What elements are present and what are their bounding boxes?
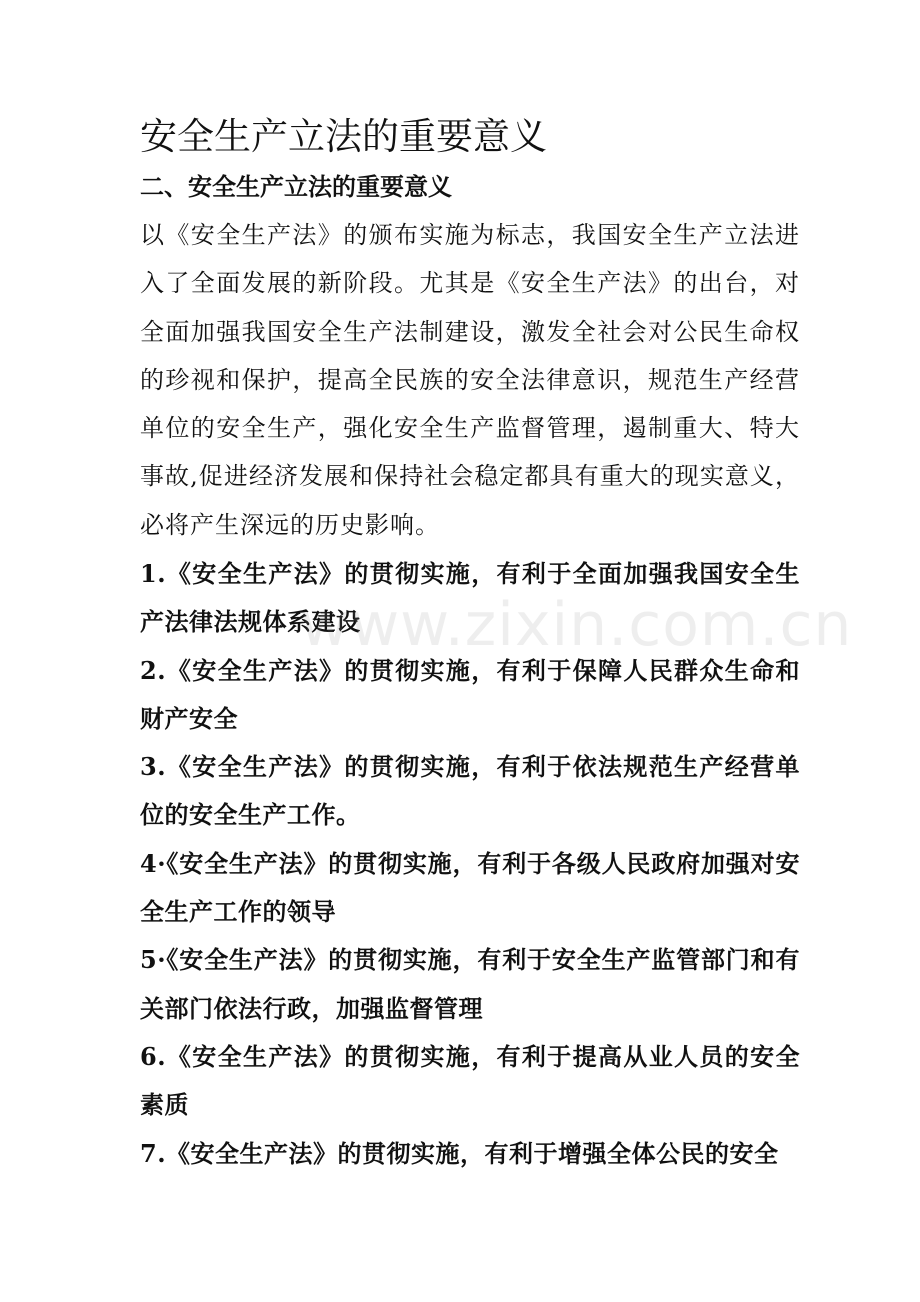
point-item: 3.《安全生产法》的贯彻实施，有利于依法规范生产经营单位的安全生产工作。 [140, 752, 800, 830]
point-item: 6.《安全生产法》的贯彻实施，有利于提高从业人员的安全素质 [140, 1041, 800, 1120]
points-list [140, 550, 800, 1178]
point-item: 4·《安全生产法》的贯彻实施，有利于各级人民政府加强对安全生产工作的领导 [140, 848, 800, 927]
point-item: 7.《安全生产法》的贯彻实施，有利于增强全体公民的安全 [140, 1138, 779, 1168]
intro-paragraph: 以《安全生产法》的颁布实施为标志，我国安全生产立法进入了全面发展的新阶段。尤其是《安全生产法》的出台，对全面加强我国安全生产法制建设，激发全社会对公民生命权的珍视和保护，提高全民族的安全法律意识，规范生产经营单位的安全生产，强化安全生产监督管理，遏制重大、特大事故,促进经济发展和保持社会稳定都具有重大的现实意义，必将产生深远的历史影响。 [140, 221, 800, 539]
point-item: 5·《安全生产法》的贯彻实施，有利于安全生产监管部门和有关部门依法行政，加强监督管理 [140, 945, 800, 1023]
document-title: 安全生产立法的重要意义 [140, 115, 547, 158]
watermark: www.zixin.com.cn [300, 590, 853, 660]
section-heading: 二、安全生产立法的重要意义 [140, 172, 452, 201]
point-item: 2.《安全生产法》的贯彻实施，有利于保障人民群众生命和财产安全 [140, 655, 800, 733]
point-item: 1.《安全生产法》的贯彻实施，有利于全面加强我国安全生产法律法规体系建设 [140, 559, 800, 637]
